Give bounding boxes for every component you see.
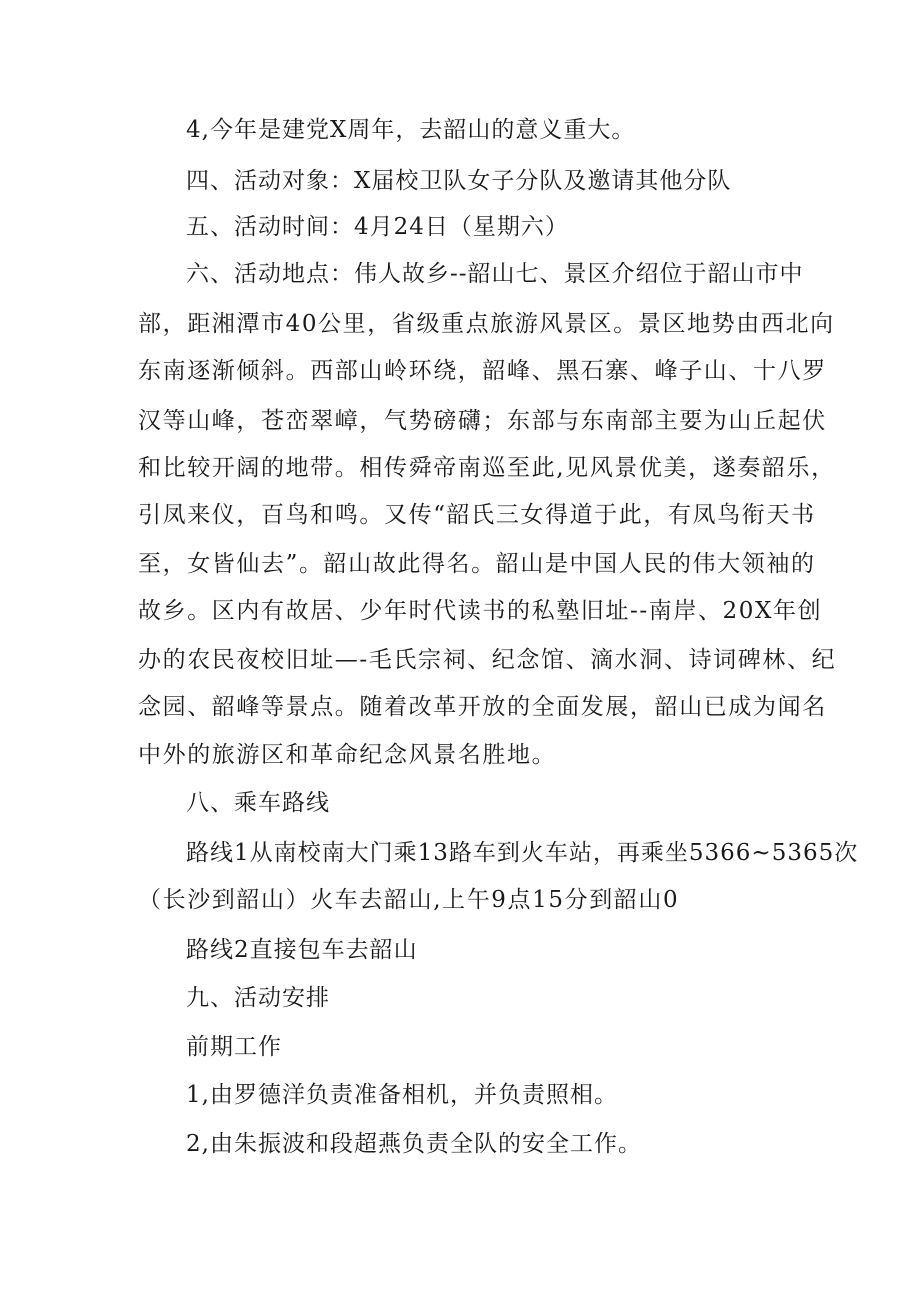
route-1-line-2: （长沙到韶山）火车去韶山,上午9点15分到韶山0 [138, 887, 680, 913]
route-2: 路线2直接包车去韶山 [186, 937, 418, 963]
item-4-significance: 4,今年是建党X周年，去韶山的意义重大。 [186, 117, 636, 143]
section-6-location-line-8: 故乡。区内有故居、少年时代读书的私塾旧址--南岸、20X年创 [138, 598, 823, 624]
section-6-location-line-6: 引凤来仪，百鸟和鸣。又传“韶氏三女得道于此，有凤鸟衔天书 [138, 502, 816, 528]
section-6-location-line-3: 东南逐渐倾斜。西部山岭环绕，韶峰、黑石寨、峰子山、十八罗 [138, 358, 827, 384]
section-6-location-line-9: 办的农民夜校旧址—-毛氏宗祠、纪念馆、滴水洞、诗词碑林、纪 [138, 647, 837, 673]
section-6-location-line-1: 六、活动地点：伟人故乡--韶山七、景区介绍位于韶山市中 [186, 261, 804, 287]
route-1-line-1: 路线1从南校南大门乘13路车到火车站，再乘坐5366~5365次 [186, 840, 859, 866]
section-5-time: 五、活动时间：4月24日（星期六） [186, 214, 569, 240]
section-9-arrangement-heading: 九、活动安排 [186, 985, 330, 1011]
section-6-location-line-11: 中外的旅游区和革命纪念风景名胜地。 [138, 742, 557, 768]
section-6-location-line-4: 汉等山峰，苍峦翠嶂，气势磅礴；东部与东南部主要为山丘起伏 [138, 408, 827, 434]
section-6-location-line-7: 至，女皆仙去”。韶山故此得名。韶山是中国人民的伟大领袖的 [138, 551, 816, 577]
section-4-participants: 四、活动对象：X届校卫队女子分队及邀请其他分队 [186, 168, 732, 194]
early-work-heading: 前期工作 [186, 1034, 282, 1060]
section-6-location-line-2: 部，距湘潭市40公里，省级重点旅游风景区。景区地势由西北向 [138, 311, 835, 337]
section-8-route-heading: 八、乘车路线 [186, 790, 330, 816]
section-6-location-line-10: 念园、韶峰等景点。随着改革开放的全面发展，韶山已成为闻名 [138, 694, 827, 720]
task-2-safety: 2,由朱振波和段超燕负责全队的安全工作。 [186, 1131, 642, 1157]
task-1-camera: 1,由罗德洋负责准备相机，并负责照相。 [186, 1082, 618, 1108]
section-6-location-line-5: 和比较开阔的地带。相传舜帝南巡至此,见风景优美，遂奏韶乐， [138, 455, 836, 481]
